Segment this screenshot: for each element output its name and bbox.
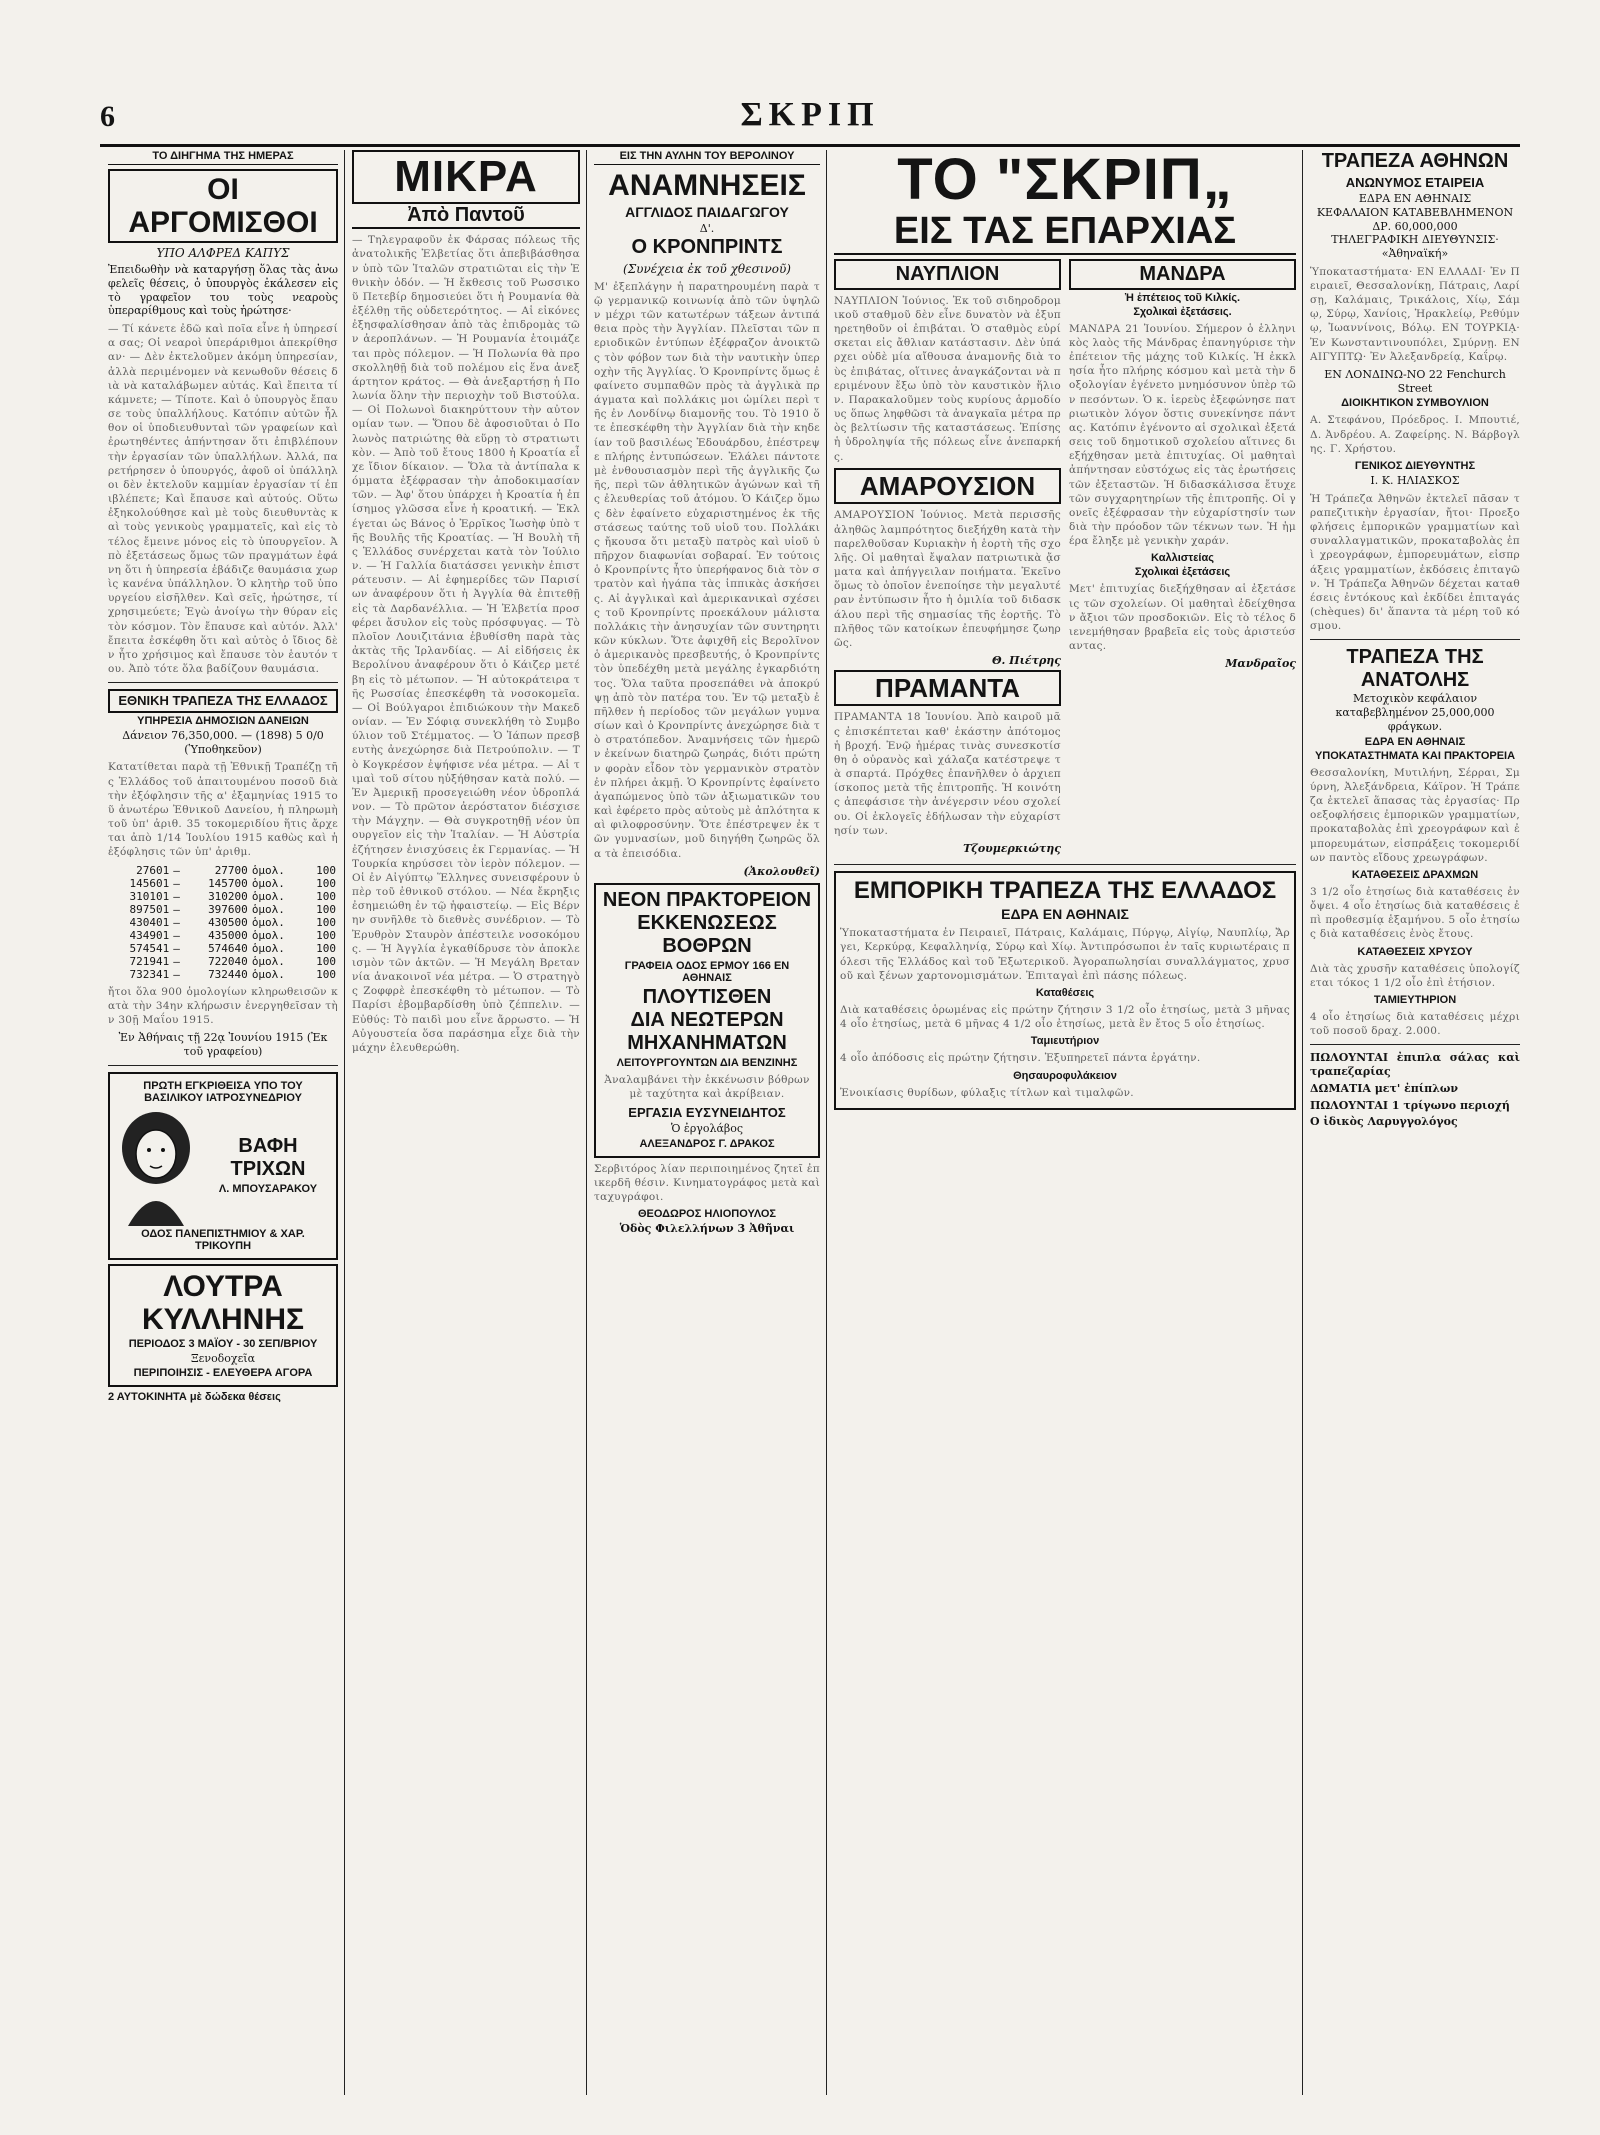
mandra-sub1: Ἡ ἐπέτειος τοῦ Κιλκίς. [1124,291,1241,304]
hair-dye-kicker: ΠΡΩΤΗ ΕΓΚΡΙΘΕΙΣΑ ΥΠΟ ΤΟΥ ΒΑΣΙΛΙΚΟΥ ΙΑΤΡΟΣΥΝΕΔΡΙΟΥ [143,1079,303,1104]
page-number: 6 [100,100,115,133]
memoir-subtitle: ΑΓΓΛΙΔΟΣ ΠΑΙΔΑΓΩΓΟΥ [625,204,789,220]
draw-row [108,864,338,877]
memoir-continued: (Συνέχεια ἐκ τοῦ χθεσινοῦ) [623,261,791,276]
column-mikra [352,150,580,2095]
bank-notice-loan: Δάνειον 76,350,000. — (1898) 5 0/0 (Ὑποθηκεῦον) [122,728,324,756]
pramanta-body: ΠΡΑΜΑΝΤΑ 18 Ἰουνίου. Ἀπὸ καιροῦ μᾶς ἐπισκέπτεται καθ' ἑκάστην ἀπότομος ἡ βροχή. Ἐνῷ ἡμέρας τινὰς συνεσκοτίσθη ὁ οὐρανὸς καὶ χάλαζα κατέστρεψε τὰ σπαρτά. Πρόχθες ἐπανῆλθεν ὁ ἀρχιεπίσκοπος μετὰ τῆς ἐπιτροπῆς. Ἡ κοινότης ἀπεφάσισε τὴν ἀνέγερσιν νέου σχολείου. Οἱ ἐκλογεῖς ἐδήλωσαν τὴν εὐχαρίστησίν των. [834,711,1061,837]
cesspit-ad-line8: Ὁ ἐργολάβος [670,1121,744,1135]
draw-cell: 435000 [208,928,248,942]
draw-cell: 27700 [214,863,248,877]
draw-row [108,929,338,942]
story-opening: Ἐπειδωθὴν νὰ καταργήσῃ ὅλας τὰς ἀνω φελεῖς θέσεις, ὁ ὑπουργὸς ἐκάλεσεν εἰς τὸ γραφεῖον του τοὺς νεαροὺς ὑπεραρίθμους καὶ τοὺς ἠρώτησε· [108,263,338,318]
draw-cell: — [173,928,180,942]
column-banks [1310,150,1520,2095]
draw-cell: ὁμολ. [251,902,285,916]
athens-bank-capital: ΚΕΦΑΛΑΙΟΝ ΚΑΤΑΒΕΒΛΗΜΕΝΟΝ ΔΡ. 60,000,000 [1316,205,1514,233]
spa-hotels: Ξενοδοχεῖα [190,1351,256,1365]
classified-2: ΔΩΜΑΤΙΑ μετ' ἐπίπλων [1310,1081,1459,1095]
anatolis-deposits-gold: ΚΑΤΑΘΕΣΕΙΣ ΧΡΥΣΟΥ [1357,945,1473,958]
paper-name: ΣΚΡΙΠ [740,96,880,133]
column-memoirs [594,150,820,2095]
classified-3: ΠΩΛΟΥΝΤΑΙ 1 τρίγωνο περιοχή [1310,1098,1510,1112]
memoir-body: Μ' ἐξεπλάγην ἡ παρατηρουμένη παρὰ τῷ γερμανικῷ κοινωνίᾳ ἀπὸ τῶν ὑψηλῶν μέχρι τῶν κατωτέρων τάξεων ἀντιπάθεια πρὸς τὴν Ἀγγλίαν. Πλεῖσται τῶν περιοδικῶν ἐντύπων ἐξέφραζον ἀνοικτῶς τὸν φόβον των διὰ τὴν ναυτικὴν ὑπεροχὴν τῆς Ἀγγλίας. Ὁ Κρονπρίντς ὅμως ἐφαίνετο συμπαθῶν πρὸς τὰ ἀγγλικὰ πράγματα καὶ πολλάκις μοι ὡμίλει περὶ τῆς ἐν Λονδίνῳ διαμονῆς του. Τὸ 1910 ὅτε ἐπεσκέφθη τὴν Ἀγγλίαν διὰ τὴν κηδείαν τοῦ βασιλέως Ἐδουάρδου, ἐπέστρεψε πλήρης ἐντυπώσεων. Ἐλάλει πάντοτε μὲ ἐνθουσιασμὸν περὶ τῆς ἀγγλικῆς ζωῆς, περὶ τῶν ἀθλητικῶν ἀγώνων καὶ τῆς ἐλευθερίας τοῦ ἀτόμου. Ὁ Κάιζερ ὅμως δὲν ἐφαίνετο εὐχαριστημένος ἐκ τῆς στάσεως ταύτης τοῦ υἱοῦ του. Πολλάκις ἤκουσα ὅτι μεταξὺ πατρὸς καὶ υἱοῦ ὑπῆρχον διαφωνίαι σοβαραί. Ἐν τούτοις ὁ Κρονπρίντς ἦτο ὑπερήφανος διὰ τὸν στρατὸν καὶ ἡγάπα τὰς ἱππικὰς ἀσκήσεις. Αἱ ἀγγλικαὶ καὶ ἀμερικανικαὶ σχέσεις τοῦ Κρονπρίντς προεκάλουν μάλιστα πολλάκις τὴν ἀνησυχίαν τῶν συντηρητικῶν κύκλων. Ὅτε ἀφιχθῆ εἰς Βερολῖνον ὁ ἀμερικανὸς πρεσβευτής, ὁ Κρονπρίντς τὸν ὑπεδέχθη μετὰ μεγάλης ἐγκαρδιότητος. Ὅλα ταῦτα προσεπάθει νὰ ἀποκρύψῃ ἀπὸ τὸν πατέρα του. Ἐν τῷ μεταξὺ ἐπῆλθεν ἡ περίοδος τῶν μεγάλων γυμνασίων καὶ ὁ Κρονπρίντς ἀνεχώρησε διὰ τὸ στρατόπεδον. Ἀναμνήσεις τῶν ἡμερῶν ἐκείνων διατηρῶ ζωηράς, διότι πρώτην φορὰν εἶδον τὸν γερμανικὸν στρατὸν ἐν πλήρει ἀκμῇ. Ὁ Κρονπρίντς ἐφαίνετο ἀγαπώμενος ὑπὸ τῶν ἀξιωματικῶν του καὶ ἐφέρετο πρὸς αὐτοὺς μὲ ἀπλότητα καὶ φιλοφροσύνην. Ὅτε ἐπέστρεψεν ἐκ τῶν γυμνασίων, μοῦ διηγήθη ζωηρῶς ὅλα τὰ ἐπεισόδια. [594,280,820,860]
mandra-sub2: Σχολικαὶ ἐξετάσεις. [1133,305,1232,318]
draw-row [108,890,338,903]
draw-cell: ὁμολ. [251,941,285,955]
draw-cell: 397600 [208,902,248,916]
anatolis-body: Θεσσαλονίκη, Μυτιλήνη, Σέρραι, Σμύρνη, Ἀλεξάνδρεια, Κάϊρον. Ἡ Τράπεζα ἐκτελεῖ ἅπασας τὰς ἐργασίας· Προεξοφλήσεις ἐμπορικῶν γραμματίων, προκαταβολὰς ἐπὶ χρεογράφων καὶ ἐμπορευμάτων, εἰσπράξεις τοκομεριδίων παντὸς εἴδους χρεωγράφων. [1310,766,1520,864]
draw-cell: — [173,967,180,981]
masthead-rule [100,144,1520,147]
draw-row [108,968,338,981]
classified-1: ΠΩΛΟΥΝΤΑΙ ἐπιπλα σάλας καὶ τραπεζαρίας [1310,1051,1520,1079]
anatolis-deposits-drachmas: ΚΑΤΑΘΕΣΕΙΣ ΔΡΑΧΜΩΝ [1351,868,1479,881]
draw-row [108,877,338,890]
bank-notice-service: ΥΠΗΡΕΣΙΑ ΔΗΜΟΣΙΩΝ ΔΑΝΕΙΩΝ [137,714,309,727]
draw-cell: 100 [316,902,336,916]
spa-ad [108,1264,338,1388]
amarousion-body: ΑΜΑΡΟΥΣΙΟΝ Ἰούνιος. Μετὰ περισσῆς ἀληθῶς λαμπρότητος διεξήχθη κατὰ τὴν παρελθοῦσαν Κυριακὴν ἡ ἑορτὴ τῆς σχολῆς. Οἱ μαθηταὶ ἔψαλαν πατριωτικὰ ᾄσματα καὶ ἀπήγγειλαν ποιήματα. Ἐκεῖνο ὅμως τὸ ὁποῖον ἐνεποίησε τὴν μεγαλυτέραν ἐντύπωσιν ἦτο ἡ ὁμιλία τοῦ διδασκάλου περὶ τῆς σημασίας τῆς ἑορτῆς. Τὸ πλῆθος τῶν κατοίκων ἐπευφήμησε ζωηρῶς. [834,509,1061,649]
draw-cell: ὁμολ. [251,876,285,890]
athens-bank-title: ΤΡΑΠΕΖΑ ΑΘΗΝΩΝ [1321,150,1509,172]
mikra-body: — Τηλεγραφοῦν ἐκ Φάρσας πόλεως τῆς ἀνατολικῆς Ἐλβετίας ὅτι ἀπεβιβάσθησαν ὑπὸ τῶν Ἰταλῶν στρατιῶται εἰς τὴν Ἐθνικὴν ὁδόν. — Ἡ ἔκθεσις τοῦ Ρωσσικοῦ Πετεβίρ δημοσιεύει ὅτι ἡ Ρουμανία θὰ ἐξέλθῃ τῆς οὐδετερότητος. — Αἱ εἰκόνες ἐξησφαλίσθησαν ἀπὸ τὰς ἐπιδρομὰς τῶν ἀεροπλάνων. — Ἡ Ρουμανία ἑτοιμάζεται πρὸς πόλεμον. — Ἡ Πολωνία θὰ προσκολληθῇ διὰ τοῦ πολέμου εἰς ἕνα ἀνεξάρτητον κράτος. — Θὰ ἀνεξαρτήσῃ ἡ Πολωνία ὅλην τὴν περιοχὴν τοῦ Βιστούλα. — Οἱ Πολωνοὶ διακηρύττουν τὴν αὐτονομίαν των. — Ὅπου δὲ ἀφοσιοῦται ὁ Πολωνὸς πατριώτης θὰ εὕρῃ τὸ στρατιωτικὸν. — Ἀπὸ τοῦ ἔτους 1800 ἡ Κροατία εἶχε ἴδιον δίκαιον. — Ὅλα τὰ ἀντίπαλα κόμματα ἐξέφρασαν τὴν ἀποδοκιμασίαν τῶν. — Ἀφ' ὅτου ὑπάρχει ἡ Κροατία ἡ ἐπίσημος γλῶσσα εἶνε ἡ κροατική. — Ἐκλέγεται ὡς Βάνος ὁ Ἐρρῖκος Ἰωσὴφ ὑπὸ τῆς Βουλῆς τῆς Κροατίας. — Ἡ Βουλὴ τῆς Ἑλλάδος συνέρχεται κατὰ τὸν Ἰούλιον. — Ἡ Γαλλία διατάσσει γενικὴν ἐπιστράτευσιν. — Αἱ ἐφημερίδες τῶν Παρισίων ἀναφέρουν ὅτι ἡ Ἀγγλία θὰ ἐπιτεθῇ εἰς τὰ Δαρδανέλλια. — Ἡ Ἐλβετία προσφέρει ἄσυλον εἰς τοὺς πρόσφυγας. — Τὸ πλοῖον Λουιζιτάνια ἐβυθίσθη παρὰ τὰς ἀκτὰς τῆς Ἰρλανδίας. — Αἱ εἰδήσεις ἐκ Βερολίνου ἀναφέρουν ὅτι ὁ Κάιζερ μετέβη εἰς τὸ μέτωπον. — Ἡ αὐτοκράτειρα τῆς Ρωσσίας ἐπεσκέφθη τὰ νοσοκομεῖα. — Οἱ Βούλγαροι ἐπιδιώκουν τὴν Μακεδονίαν. — Ἐν Σόφιᾳ συνεκλήθη τὸ Συμβούλιον τοῦ Στέμματος. — Ὁ Ἰάπων πρεσβευτὴς ἀνεχώρησε διὰ Πετρούπολιν. — Τὸ Κογκρέσον ἐψήφισε νέα μέτρα. — Αἱ τιμαὶ τοῦ σίτου ηὐξήθησαν κατὰ πολύ. — Ἐν Ἀμερικῇ προσεγειώθη νέον ὑδροπλάνον. — Τὸ πρῶτον ἀερόστατον διέσχισε τὴν Μάγχην. — Θὰ συγκροτηθῇ νέον ὑπουργεῖον εἰς τὴν Ἰταλίαν. — Ἡ Αὐστρία ἐζήτησεν ἐνισχύσεις ἐκ Γερμανίας. — Ἡ Τουρκία κηρύσσει τὸν ἱερὸν πόλεμον. — Οἱ ἐν Αἰγύπτῳ Ἕλληνες συνεισφέρουν ὑπὲρ τοῦ ἐθνικοῦ στόλου. — Νέα ἔκρηξις ἐσημειώθη ἐν τῷ ἡφαιστείῳ. — Εἰς Βέρνην συνῆλθε τὸ διεθνὲς συνέδριον. — Τὸ Ἐρυθρὸν Σταυρὸν ἀπέστειλε νοσοκόμους. — Ἡ Ἀγγλία ἐγκαθίδρυσε τὸν ἀποκλεισμὸν τῶν ἀκτῶν. — Ἡ Μεγάλη Βρεταννία ἀνακοινοῖ νέα μέτρα. — Ὁ στρατηγὸς Ζοφφρὲ ἐπεσκέφθη τὸ μέτωπον. — Τὸ Παρίσι ἐβομβαρδίσθη ὑπὸ ζέππελιν. — Εὐθύς: Τὸ παιδὶ μου εἶνε ἄρρωστο. — Ἡ Αὐγουστεία ὅσα παράσημα εἶχε διὰ τὴν μάχην ἐλευθερώθη. [352,234,580,1054]
draw-row [108,916,338,929]
anatolis-branches: ΥΠΟΚΑΤΑΣΤΗΜΑΤΑ ΚΑΙ ΠΡΑΚΤΟΡΕΙΑ [1314,749,1516,762]
bank-notice-title: ΕΘΝΙΚΗ ΤΡΑΠΕΖΑ ΤΗΣ ΕΛΛΑΔΟΣ [108,689,338,713]
draw-cell: 430401 [129,915,170,929]
mandra-sub3: Καλλιστείας [1151,552,1214,565]
draw-row [108,955,338,968]
draw-cell: — [173,889,180,903]
memoir-title: ΑΝΑΜΝΗΣΕΙΣ [608,169,806,202]
draw-cell: 310200 [208,889,248,903]
draw-cell: 721941 [129,954,170,968]
cesspit-ad [594,883,820,1158]
anatolis-deposits-gold-body: Διὰ τὰς χρυσῆν καταθέσεις ὑπολογίζεται τόκος 1 1/2 οἷο ἐπὶ ἐτήσιον. [1310,962,1520,989]
athens-bank-type: ΑΝΩΝΥΜΟΣ ΕΤΑΙΡΕΙΑ [1345,175,1485,190]
hair-dye-address: ΟΔΟΣ ΠΑΝΕΠΙΣΤΗΜΙΟΥ & ΧΑΡ. ΤΡΙΚΟΥΠΗ [141,1227,305,1252]
draw-cell: 100 [316,889,336,903]
pramanta-signature: Τζουμερκιώτης [963,841,1061,855]
cesspit-ad-line10: ΘΕΟΔΩΡΟΣ ΗΛΙΟΠΟΥΛΟΣ [637,1208,777,1221]
draw-cell: 722040 [208,954,248,968]
cesspit-ad-body: Ἀναλαμβάνει τὴν ἐκκένωσιν βόθρων μὲ ταχύτητα καὶ ἀκρίβειαν. [604,1073,810,1100]
section-header: ΤΟ ΔΙΗΓΗΜΑ ΤΗΣ ΗΜΕΡΑΣ [108,150,338,165]
mandra-signature: Μανδραῖος [1225,657,1296,671]
spa-name: ΚΥΛΛΗΝΗΣ [142,1302,304,1336]
draw-cell: 27601 [136,863,170,877]
cesspit-ad-line7: ΕΡΓΑΣΙΑ ΕΥΣΥΝΕΙΔΗΤΟΣ [628,1104,786,1120]
athens-bank-telegraph: ΤΗΛΕΓΡΑΦΙΚΗ ΔΙΕΥΘΥΝΣΙΣ· «Ἀθηναϊκή» [1331,233,1499,260]
draw-cell: 100 [316,954,336,968]
anatolis-savings: ΤΑΜΙΕΥΤΗΡΙΟΝ [1373,993,1457,1006]
column-divider [826,150,827,2095]
column-divider [344,150,345,2095]
hair-dye-ad [108,1072,338,1260]
draw-cell: — [173,876,180,890]
provinces-subtitle: ΕΙΣ ΤΑΣ ΕΠΑΡΧΙΑΣ [834,211,1296,255]
memoir-chapter: Ο ΚΡΟΝΠΡΙΝΤΣ [631,235,783,258]
amarousion-heading: ΑΜΑΡΟΥΣΙΟΝ [834,468,1061,505]
emporiki-savings-body: 4 οἷο ἀπόδοσις εἰς πρώτην ζήτησιν. Ἐξυπηρετεῖ πάντα ἐργάτην. [840,1052,1201,1065]
cesspit-ad-line3: ΓΡΑΦΕΙΑ ΟΔΟΣ ΕΡΜΟΥ 166 ΕΝ ΑΘΗΝΑΙΣ [624,959,790,984]
hair-dye-maker: Λ. ΜΠΟΥΣΑΡΑΚΟΥ [218,1182,318,1195]
emporiki-safes: Θησαυροφυλάκειον [1013,1069,1117,1082]
story-body: — Τί κάνετε ἐδῶ καὶ ποῖα εἶνε ἡ ὑπηρεσία σας; Οἱ νεαροὶ ὑπεράριθμοι ἀπεκρίθησαν· — Δὲν ἐκτελοῦμεν ἀκόμη ὑπηρεσίαν, ἀλλὰ περιμένομεν νὰ κενωθοῦν θέσεις διὰ νὰ καταλάβωμεν αὐτάς. Καὶ ἔπειτα τί κάμνετε; — Τίποτε. Καὶ ὁ ὑπουργὸς ἔπαυσε τοὺς ὑπαλλήλους. Κατόπιν αὐτῶν ἦλθον οἱ ὑποδιευθυνταὶ τῶν γραφείων καὶ ἐρωτηθέντες ἀπήντησαν ὅτι ἐπιβλέπουν τὴν ἐργασίαν τῶν ὑπαλλήλων. Ἀλλά, παρετήρησεν ὁ ὑπουργός, ἀφοῦ οἱ ὑπάλληλοι δὲν ἐκτελοῦν καμμίαν ἐργασίαν τί ἐπιβλέπετε; Καὶ ἔπαυσε καὶ αὐτούς. Οὕτω ἐξηκολούθησε καὶ μὲ τοὺς διευθυντὰς καὶ τοὺς γενικοὺς γραμματεῖς, καὶ εἰς τὸ τέλος ἔμεινε μόνος εἰς τὸ ὑπουργεῖον. Ἀπὸ ἐξετάσεως ὅμως τῶν πραγμάτων ἐφάνη ὅτι ἡ ὑπηρεσία ἐβάδιζε θαυμάσια χωρὶς κανένα ὑπάλληλον. Ὁ κλητὴρ τοῦ ὑπουργείου εἰσῆλθεν. Καὶ σεῖς, ἠρώτησε, τί χρησιμεύετε; Ἐγὼ ἀνοίγω τὴν θύραν εἰς τὸν κόσμον. Τὸν ἔπαυσε καὶ αὐτόν. Ἀλλ' ἔπειτα ἐσκέφθη ὅτι καὶ αὐτὸς ὁ ἴδιος δὲν ἦτο χρήσιμος καὶ ἔπαυσε τὸν ἑαυτόν του. Ἀπὸ τότε ὅλα βαδίζουν θαυμάσια. [108,323,338,676]
draw-cell: ὁμολ. [251,889,285,903]
memoir-kicker: ΕΙΣ ΤΗΝ ΑΥΛΗΝ ΤΟΥ ΒΕΡΟΛΙΝΟΥ [594,150,820,165]
draw-cell: 145700 [208,876,248,890]
emporiki-body: Ὑποκαταστήματα ἐν Πειραιεῖ, Πάτραις, Καλάμαις, Πύργῳ, Αἰγίῳ, Ναυπλίῳ, Ἄργει, Κερκύρᾳ, Κεφαλληνίᾳ, Σύρῳ καὶ Χίῳ. Ἀντιπρόσωποι ἐν ταῖς κυριωτέραις πόλεσι τῆς Ἑλλάδος καὶ τοῦ Ἐξωτερικοῦ. Ἀγοραπωλησίαι συναλλάγματος, χρυσοῦ καὶ ξένων χαρτονομισμάτων. Ἐπιταγαὶ ἐπὶ πάσης πόλεως. [840,927,1290,982]
mandra-heading: ΜΑΝΔΡΑ [1069,259,1296,290]
draw-cell: 100 [316,863,336,877]
bank-notice-body: Κατατίθεται παρὰ τῇ Ἐθνικῇ Τραπέζῃ τῆς Ἑλλάδος τοῦ ἀπαιτουμένου ποσοῦ διὰ τὴν ἐξόφλησιν τῆς α' ἑξαμηνίας 1915 τοῦ ἀνωτέρω Ἐθνικοῦ Δανείου, ἡ πληρωμὴ τοῦ ὑπ' ἀριθ. 35 τοκομεριδίου ἥτις ἄρχεται ἀπὸ 1/14 Ἰουλίου 1915 καθὼς καὶ ἡ ἐξόφλησις τῶν ὑπ' ἀριθμ. [108,761,338,859]
draw-cell: ὁμολ. [251,967,285,981]
cesspit-ad-line11: Ὁδὸς Φιλελλήνων 3 Ἀθῆναι [619,1222,795,1236]
draw-cell: 145601 [129,876,170,890]
cesspit-ad-line1: ΝΕΟΝ ΠΡΑΚΤΟΡΕΙΟΝ [602,888,812,911]
mandra-body: ΜΑΝΔΡΑ 21 Ἰουνίου. Σήμερον ὁ ἑλληνικὸς λαὸς τῆς Μάνδρας ἐπανηγύρισε τὴν ἐπέτειον τῆς μάχης τοῦ Κιλκίς. Ἡ ἐκκλησία ἦτο πλήρης κόσμου καὶ μετὰ τὴν δοξολογίαν ἐγένετο μνημόσυνον ὑπὲρ τῶν πεσόντων. Ὁ κ. ἱερεὺς ἐξεφώνησε πατριωτικὸν λόγον ὅστις συνεκίνησε πάντας. Κατόπιν ἐγένοντο αἱ σχολικαὶ ἐξετάσεις τοῦ δημοτικοῦ σχολείου αἵτινες διεξήχθησαν μετὰ ἐπιτυχίας. Οἱ μαθηταὶ ἀπήντησαν εὐστόχως εἰς τὰς ἐρωτήσεις τῶν ἐξεταστῶν. Ἡ διδασκάλισσα ἔτυχε τῶν συγχαρητηρίων τῆς ἐπιτροπῆς. Οἱ γονεῖς ἐξέφρασαν τὴν εὐχαρίστησίν των διὰ τὴν πρόοδον τῶν τέκνων των. Ἡ ἡμέρα ἔληξε μὲ γενικὴν χαράν. [1069,322,1296,548]
cars-ad: 2 ΑΥΤΟΚΙΝΗΤΑ μὲ δώδεκα θέσεις [108,1391,281,1404]
nafplion-body: ΝΑΥΠΛΙΟΝ Ἰούνιος. Ἐκ τοῦ σιδηροδρομικοῦ σταθμοῦ δὲν εἶνε δυνατὸν νὰ ἐξυπηρετηθοῦν οἱ ἐπιβάται. Ὁ σταθμὸς εὑρίσκεται εἰς ἄθλιαν κατάστασιν. Δὲν ὑπάρχει οὐδὲ μία αἴθουσα ἀναμονῆς διὰ τοὺς ἐπιβάτας, οἵτινες ἀναγκάζονται νὰ περιμένουν ἔξω ὑπὸ τὸν καυστικὸν ἥλιον. Παρακαλοῦμεν τοὺς κυρίους ἁρμοδίους ὅπως ληφθῶσι τὰ ἀναγκαῖα μέτρα πρὸς βελτίωσιν τῆς καταστάσεως. Ἐπίσης ἡ ὑδροληψία τῆς πόλεως εἶνε ἀνεπαρκής. [834,294,1061,463]
draw-cell: 310101 [129,889,170,903]
draw-row [108,942,338,955]
bank-notice-signoff: Ἐν Ἀθήναις τῇ 22ᾳ Ἰουνίου 1915 (Ἐκ τοῦ γραφείου) [118,1031,328,1058]
draw-cell: 574640 [208,941,248,955]
spa-title: ΛΟΥΤΡΑ [163,1269,283,1303]
column-provinces [834,150,1296,2095]
athens-bank-body: Ἡ Τράπεζα Ἀθηνῶν ἐκτελεῖ πᾶσαν τραπεζιτικὴν ἐργασίαν, ἤτοι· Προεξοφλήσεις ἐμπορικῶν γραμματίων καὶ συναλλαγματικῶν, προκαταβολὰς ἐπὶ χρεογράφων, ἐμπορευμάτων, εἰσπράξεις γραμματίων, ἐκδόσεις ἐπιταγῶν. Ἡ Τράπεζα Ἀθηνῶν δέχεται καταθέσεις ἐντόκους καὶ ἐκδίδει ἐπιταγάς (chèques) δι' ἅπαντα τὰ μέρη τοῦ κόσμου. [1310,492,1520,633]
draw-cell: ὁμολ. [251,928,285,942]
story-byline: ΥΠΟ ΑΛΦΡΕΔ ΚΑΠΥΣ [156,246,290,260]
mikra-title: ΜΙΚΡΑ [352,150,580,204]
column-divider [1302,150,1303,2095]
draw-cell: 574541 [129,941,170,955]
draw-row [108,903,338,916]
hair-dye-title: ΒΑΦΗ ΤΡΙΧΩΝ [230,1134,306,1180]
cesspit-ad-notes: Σερβιτόρος λίαν περιποιημένος ζητεῖ ἐπικερδῆ θέσιν. Κινηματογράφος μετὰ καὶ ταχυγράφοι. [594,1162,820,1203]
draw-cell: — [173,941,180,955]
masthead [100,96,1520,142]
draw-cell: 100 [316,928,336,942]
emporiki-seat: ΕΔΡΑ ΕΝ ΑΘΗΝΑΙΣ [1001,906,1129,923]
cesspit-ad-line5: ΔΙΑ ΝΕΩΤΕΡΩΝ ΜΗΧΑΝΗΜΑΤΩΝ [627,1008,787,1054]
draw-cell: — [173,915,180,929]
nafplion-heading: ΝΑΥΠΛΙΟΝ [834,259,1061,290]
draw-cell: 100 [316,941,336,955]
cesspit-ad-line6: ΛΕΙΤΟΥΡΓΟΥΝΤΩΝ ΔΙΑ ΒΕΝΖΙΝΗΣ [616,1056,798,1069]
mikra-subtitle: Ἀπὸ Παντοῦ [352,204,580,229]
anatolis-savings-body: 4 οἷο ἐτησίως διὰ καταθέσεις μέχρι τοῦ ποσοῦ δραχ. 2.000. [1310,1010,1520,1038]
athens-bank-branches: Ὑποκαταστήματα· ΕΝ ΕΛΛΑΔΙ· Ἐν Πειραιεῖ, Θεσσαλονίκῃ, Πάτραις, Λαρίσῃ, Καλάμαις, Τρικάλοις, Χίῳ, Σάμῳ, Σύρῳ, Χανίοις, Ἡρακλείῳ, Ρεθύμνῳ, Ἰωαννίνοις, Βόλῳ. ΕΝ ΤΟΥΡΚΙᾼ· Ἐν Κωνσταντινουπόλει, Σμύρνῃ. ΕΝ ΑΙΓΥΠΤῼ· Ἐν Ἀλεξανδρείᾳ, Καΐρῳ. [1310,265,1520,363]
emporiki-savings: Ταμιευτήριον [1030,1035,1100,1048]
draw-cell: 732440 [208,967,248,981]
athens-bank-london: ΕΝ ΛΟΝΔΙΝΩ-ΝΟ 22 Fenchurch Street [1324,367,1506,395]
draw-cell: — [173,902,180,916]
emporiki-deposits: Καταθέσεις [1035,986,1095,999]
bank-notice-footer: ἤτοι ὅλα 900 ὁμολογίων κληρωθεισῶν κατὰ τὴν 34ην κλήρωσιν ἐνεργηθεῖσαν τὴν 30ῇ Μαΐου 1915. [108,985,338,1026]
cesspit-ad-line4: ΠΛΟΥΤΙΣΘΕΝ [642,985,772,1008]
classified-4: Ο ἰδικὸς Λαρυγγολόγος [1310,1115,1458,1129]
draw-cell: ὁμολ. [251,863,285,877]
cesspit-ad-line9: ΑΛΕΞΑΝΔΡΟΣ Γ. ΔΡΑΚΟΣ [639,1137,775,1150]
draw-cell: 434901 [129,928,170,942]
athens-bank-board: ΔΙΟΙΚΗΤΙΚΟΝ ΣΥΜΒΟΥΛΙΟΝ [1341,397,1489,410]
draw-cell: 100 [316,915,336,929]
memoir-part: Δ'. [699,222,715,235]
draw-cell: ὁμολ. [251,915,285,929]
draw-cell: 100 [316,967,336,981]
spa-tour: ΠΕΡΙΠΟΙΗΣΙΣ - ΕΛΕΥΘΕΡΑ ΑΓΟΡΑ [133,1367,313,1380]
mandra-sub4: Σχολικαὶ ἐξετάσεις [1134,566,1231,579]
anatolis-deposits-drachmas-body: 3 1/2 οἷο ἐτησίως διὰ καταθέσεις ἐν ὄψει. 4 οἷο ἐτησίως διὰ καταθέσεις ἐπὶ προθεσμίᾳ ἑξαμήνου. 5 οἷο ἐτησίως διὰ καταθέσεις ἐνὸς ἔτους. [1310,885,1520,941]
anatolis-title: ΤΡΑΠΕΖΑ ΤΗΣ ΑΝΑΤΟΛΗΣ [1346,646,1484,692]
athens-bank-gm-head: ΓΕΝΙΚΟΣ ΔΙΕΥΘΥΝΤΗΣ [1354,459,1476,472]
column-story [108,150,338,2095]
athens-bank-seat: ΕΔΡΑ ΕΝ ΑΘΗΝΑΙΣ [1358,192,1472,205]
mandra-body-2: Μετ' ἐπιτυχίας διεξήχθησαν αἱ ἐξετάσεις τῶν σχολείων. Οἱ μαθηταὶ ἐδείχθησαν ἄξιοι τῶν προσδοκιῶν. Εἰς τὸ τέλος διενεμήθησαν βραβεῖα εἰς τοὺς ἀριστεύσαντας. [1069,583,1296,653]
woman-portrait-icon [114,1106,198,1226]
spa-period: ΠΕΡΙΟΔΟΣ 3 ΜΑΪΟΥ - 30 ΣΕΠ/ΒΡΙΟΥ [128,1337,318,1350]
amarousion-signature: Θ. Πιέτρης [991,654,1061,668]
emporiki-title: ΕΜΠΟΡΙΚΗ ΤΡΑΠΕΖΑ ΤΗΣ ΕΛΛΑΔΟΣ [853,876,1277,904]
anatolis-seat: ΕΔΡΑ ΕΝ ΑΘΗΝΑΙΣ [1364,735,1466,748]
draw-cell: ὁμολ. [251,954,285,968]
draw-cell: 732341 [129,967,170,981]
emporiki-deposits-body: Διὰ καταθέσεις ὁρωμένας εἰς πρώτην ζήτησιν 3 1/2 οἷο ἐτησίως, μετὰ 3 μῆνας 4 οἷο ἐτησίως, μετὰ 6 μῆνας 4 1/2 οἷο ἐτησίως, μετὰ ἓν ἔτος 5 οἷο ἐτησίως. [840,1003,1290,1031]
pramanta-heading: ΠΡΑΜΑΝΤΑ [834,670,1061,707]
emporiki-safes-body: Ἐνοικίασις θυρίδων, φύλαξις τίτλων καὶ τιμαλφῶν. [840,1086,1134,1099]
draw-cell: 897501 [129,902,170,916]
column-divider [586,150,587,2095]
athens-bank-board-body: Α. Στεφάνου, Πρόεδρος. Ι. Μπουτιέ, Δ. Ἀνδρέου. Α. Ζαφείρης. Ν. Βάρβογλης. Γ. Χρήστου. [1310,414,1520,455]
cesspit-ad-line2: ΕΚΚΕΝΩΣΕΩΣ ΒΟΘΡΩΝ [637,911,777,957]
draw-cell: 430500 [208,915,248,929]
memoir-end-note: (Ἀκολουθεῖ) [743,864,820,878]
draw-table [108,864,338,981]
draw-cell: — [173,954,180,968]
draw-cell: — [173,863,180,877]
provinces-title: ΤΟ "ΣΚΡΙΠ„ [897,150,1233,212]
athens-bank-gm-name: Ι. Κ. ΗΛΙΑΣΚΟΣ [1370,473,1460,487]
story-title: ΟΙ ΑΡΓΟΜΙΣΘΟΙ [108,169,338,243]
emporiki-bank-ad [834,871,1296,1110]
anatolis-capital: Μετοχικὸν κεφάλαιον καταβεβλημένον 25,000,000 φράγκων. [1335,692,1495,733]
draw-cell: 100 [316,876,336,890]
